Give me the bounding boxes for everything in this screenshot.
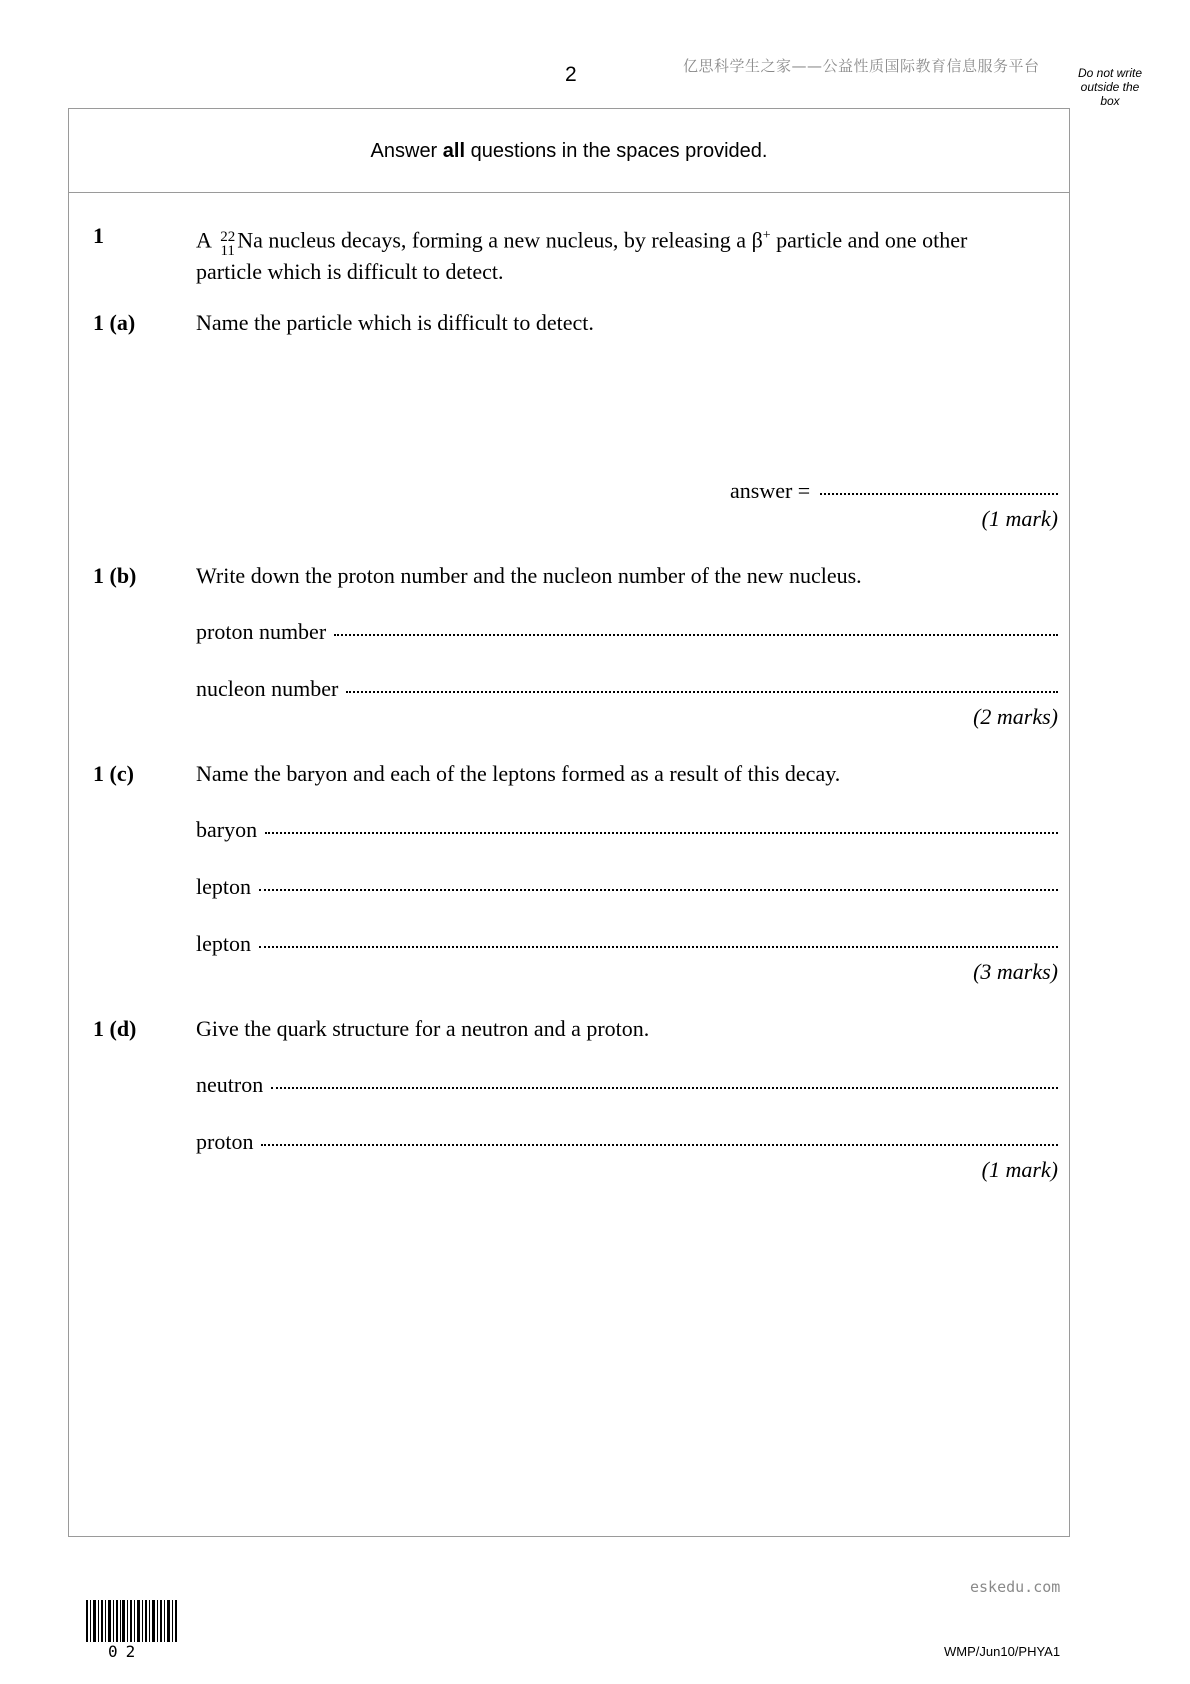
element-symbol: Na [237,227,263,253]
lepton-dots-1[interactable] [259,889,1058,891]
barcode-digits: 02 [108,1642,144,1661]
neutron-label: neutron [196,1072,264,1097]
question-1-number: 1 [93,223,104,248]
lepton-dots-2[interactable] [259,946,1058,948]
neutron-line[interactable] [196,1072,1058,1098]
mass-number: 22 [220,229,236,246]
question-1-stem [196,222,1058,286]
proton-label: proton [196,1129,254,1154]
margin-note-line-2: outside the [1080,80,1140,94]
question-1-stem-line-2: particle which is difficult to detect. [196,259,504,285]
footer-watermark: eskedu.com [970,1578,1061,1596]
question-1a-text: Name the particle which is difficult to detect. [196,310,594,335]
intro-c: particle and one other [770,227,968,253]
beta-charge: + [762,228,771,243]
page-number: 2 [565,63,577,86]
question-1d-number: 1 (d) [93,1016,137,1041]
answer-dots[interactable] [820,493,1058,495]
paper-code: WMP/Jun10/PHYA1 [944,1644,1061,1659]
question-1d-marks: (1 mark) [981,1157,1058,1182]
baryon-dots[interactable] [265,832,1058,834]
question-1b-marks: (2 marks) [973,704,1058,729]
answer-label: answer = [730,478,811,503]
proton-number-dots[interactable] [334,634,1058,636]
baryon-label: baryon [196,817,258,842]
lepton-line-2[interactable] [196,931,1058,957]
intro-b: nucleus decays, forming a new nucleus, by releasing a β [262,227,763,253]
instruction-bold: all [442,140,466,162]
nucleon-number-line[interactable] [196,676,1058,702]
sodium-nuclide [220,230,235,258]
question-1b-number: 1 (b) [93,563,137,588]
instruction [68,140,1070,163]
question-1c-text: Name the baryon and each of the leptons formed as a result of this decay. [196,761,841,786]
proton-line[interactable] [196,1129,1058,1155]
nucleon-number-label: nucleon number [196,676,339,701]
nucleon-number-dots[interactable] [346,691,1058,693]
question-1a-number: 1 (a) [93,310,136,335]
instruction-after: questions in the spaces provided. [465,140,768,162]
lepton-label-2: lepton [196,931,251,956]
instruction-before: Answer [370,140,443,162]
header-divider [68,192,1070,193]
proton-number-line[interactable] [196,619,1058,645]
question-1-stem-line-1 [196,222,1058,258]
proton-dots[interactable] [261,1144,1058,1146]
margin-note-line-1: Do not write [1077,66,1143,80]
question-1c-number: 1 (c) [93,761,134,786]
intro-a: A [196,227,217,253]
margin-note-line-3: box [1100,94,1120,108]
atomic-number: 11 [220,243,235,260]
neutron-dots[interactable] [271,1087,1058,1089]
question-1a-answer-line[interactable] [730,478,1058,504]
proton-number-label: proton number [196,619,327,644]
question-1a-marks: (1 mark) [981,506,1058,531]
question-1d-text: Give the quark structure for a neutron and a proton. [196,1016,650,1041]
question-1b-text: Write down the proton number and the nucleon number of the new nucleus. [196,563,862,588]
watermark-top: 亿思科学生之家——公益性质国际教育信息服务平台 [683,57,1040,75]
question-1c-marks: (3 marks) [973,959,1058,984]
lepton-label-1: lepton [196,874,251,899]
barcode-icon [86,1600,178,1642]
baryon-line[interactable] [196,817,1058,843]
margin-note [1068,66,1152,108]
lepton-line-1[interactable] [196,874,1058,900]
